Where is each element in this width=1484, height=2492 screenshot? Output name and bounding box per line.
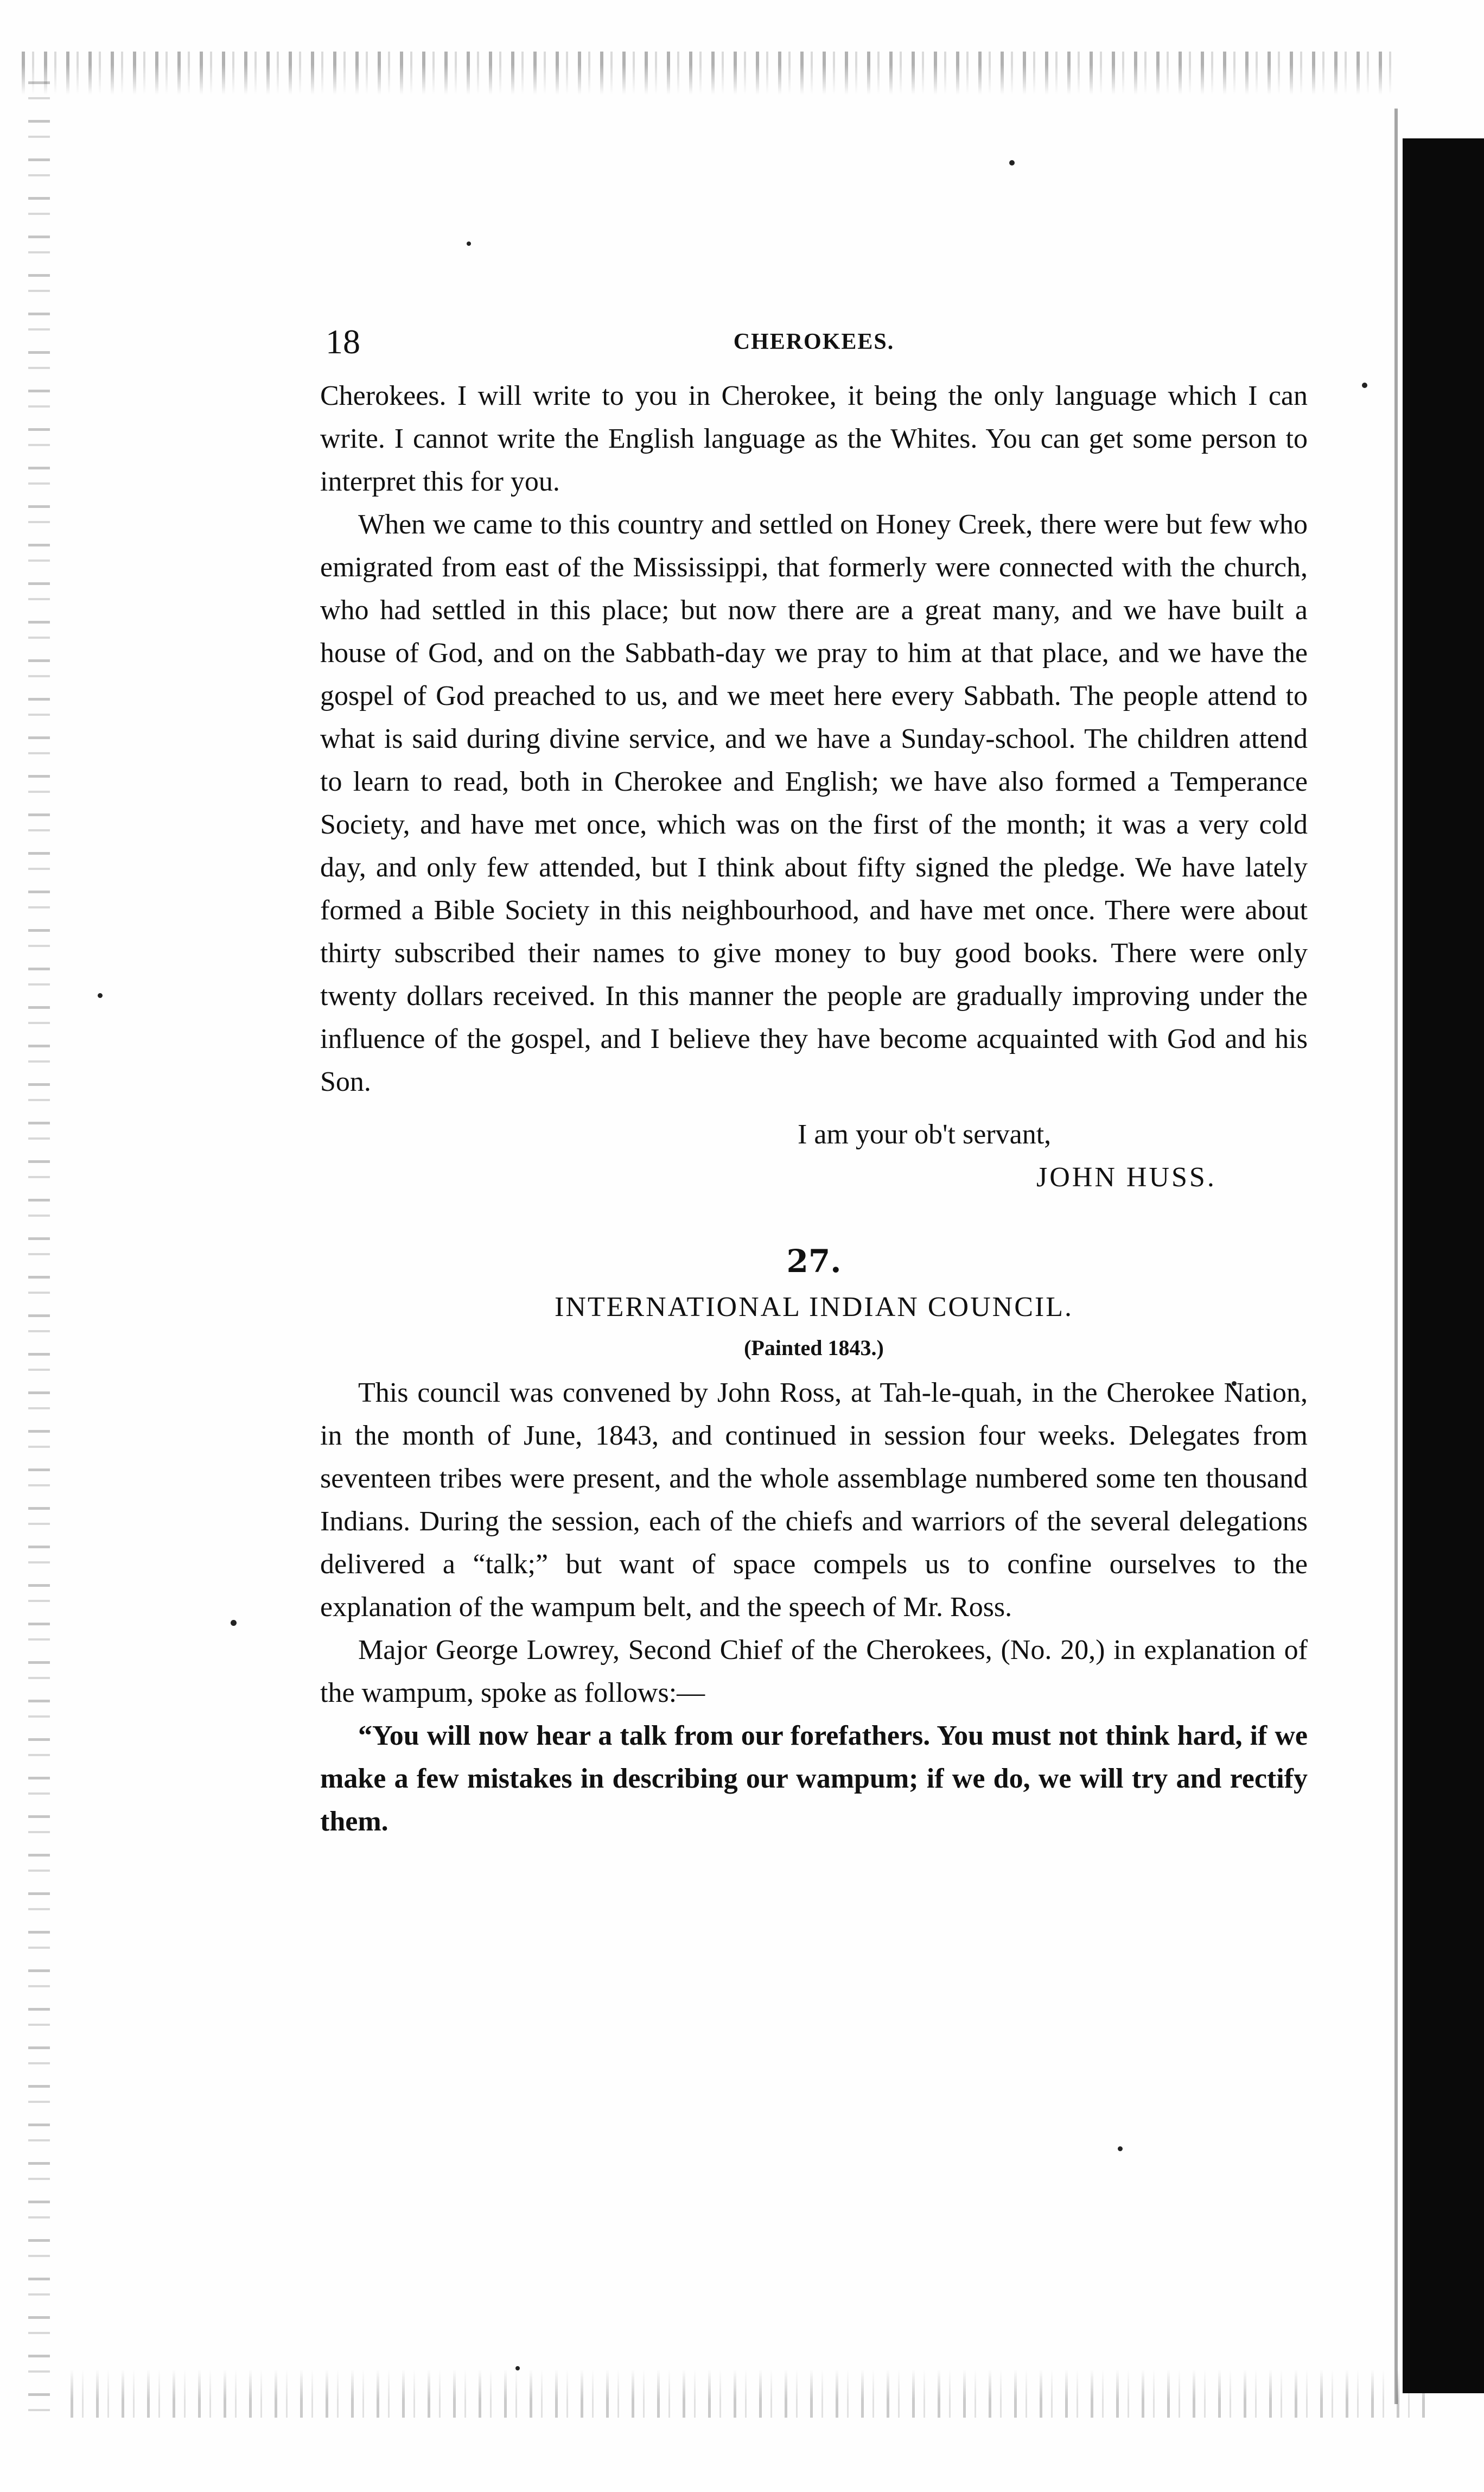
letter-paragraph: When we came to this country and settled on Honey Creek, there were but few who emigrated from east of the Mississippi, that formerly were connected with the church, who had settled in this place; but now there are a great many, and we have built a house of God, and on the Sabbath-day we pray to him at that place, and we have the gospel of God preached to us, and we meet here every Sabbath. The people attend to what is said during divine service, and we have a Sunday-school. The children attend to learn to read, both in Cherokee and English; we have also formed a Temperance Society, and have met once, which was on the first of the month; it was a very cold day, and only few attended, but I think about fifty signed the pledge. We have lately formed a Bible Society in this neighbourhood, and have met once. There were about thirty subscribed their names to give money to buy good books. There were only twenty dollars received. In this manner the people are gradually improving under the influence of the gospel, and I believe they have become acquainted with God and his Son. xyxy=(320,509,1308,1097)
page-edge-bottom xyxy=(71,2369,1427,2418)
book-spine-shadow xyxy=(1403,138,1484,2393)
page-number: 18 xyxy=(326,322,360,361)
letter-paragraph: Cherokees. I will write to you in Cherokee, it being the only language which I can write. I cannot write the English language as the Whites. You can get some person to interpret this for you. xyxy=(320,380,1308,497)
section-paragraph: This council was convened by John Ross, at Tah-le-quah, in the Cherokee Nation, in the month of June, 1843, and continued in session four weeks. Delegates from seventeen tribes were present, and the whole assemblage numbered some ten thousand Indians. During the session, each of the chiefs and warriors of the several delegations delivered a “talk;” but want of space compels us to confine ourselves to the explanation of the wampum belt, and the speech of Mr. Ross. xyxy=(320,1377,1308,1623)
section-paragraph: “You will now hear a talk from our forefathers. You must not think hard, if we make a few mistakes in describing our wampum; if we do, we will try and rectify them. xyxy=(320,1720,1308,1837)
scan-speck xyxy=(1362,383,1367,388)
section-number: 27. xyxy=(786,1243,842,1280)
scan-speck xyxy=(231,1620,237,1626)
letter-signature: JOHN HUSS. xyxy=(1036,1162,1217,1193)
page-edge-top xyxy=(22,52,1400,95)
scan-speck xyxy=(98,993,103,998)
scan-speck xyxy=(1118,2146,1123,2151)
section-title: INTERNATIONAL INDIAN COUNCIL. xyxy=(555,1292,1073,1323)
scan-speck xyxy=(1009,160,1015,166)
running-head xyxy=(320,315,1308,369)
page-edge-right-line xyxy=(1394,109,1398,2404)
scan-speck xyxy=(515,2366,520,2370)
section-paragraph: Major George Lowrey, Second Chief of the Cherokees, (No. 20,) in explanation of the wampum, spoke as follows:— xyxy=(320,1635,1308,1708)
running-title: CHEROKEES. xyxy=(733,329,895,354)
page-edge-left xyxy=(28,81,50,2415)
section-subtitle: (Painted 1843.) xyxy=(744,1336,884,1360)
page-text xyxy=(320,315,1308,1843)
scan-speck xyxy=(467,241,471,246)
letter-closing: I am your ob't servant, xyxy=(798,1119,1052,1150)
